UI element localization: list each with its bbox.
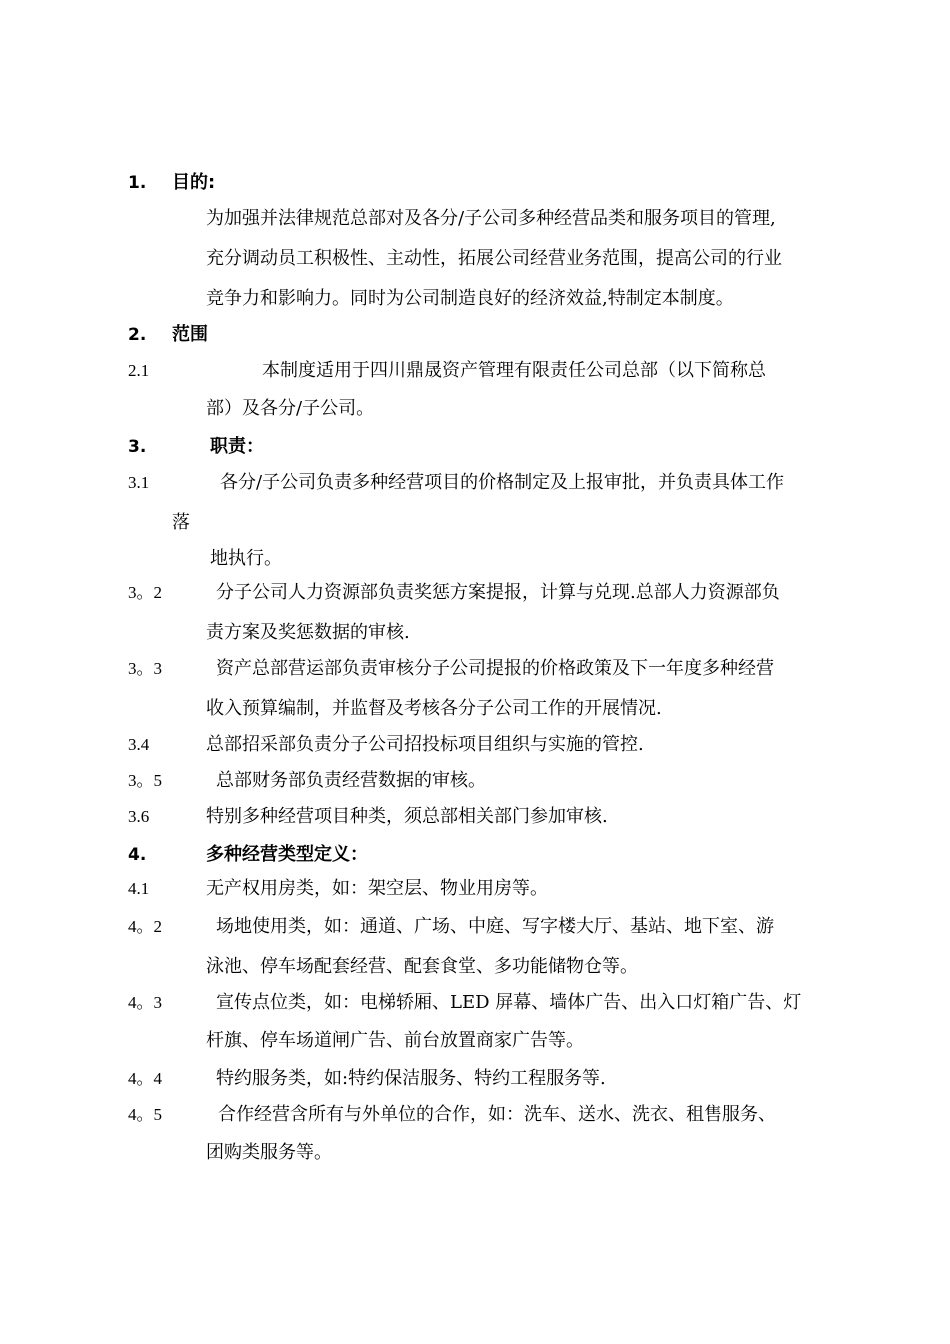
item-text: 团购类服务等。 — [206, 1142, 332, 1163]
section-1-number: 1. — [128, 173, 147, 193]
item-number: 4。5 — [128, 1105, 162, 1124]
section-1-line: 竞争力和影响力。同时为公司制造良好的经济效益,特制定本制度。 — [206, 288, 734, 309]
item-text: 特约服务类，如:特约保洁服务、特约工程服务等. — [216, 1068, 606, 1089]
item-number: 3.1 — [128, 473, 150, 492]
item-number: 3。2 — [128, 583, 162, 602]
item-number: 4。4 — [128, 1069, 162, 1088]
item-number: 3。3 — [128, 659, 162, 678]
section-4-title: 多种经营类型定义： — [206, 844, 368, 865]
section-3-number: 3. — [128, 437, 147, 457]
item-text: 部）及各分/子公司。 — [206, 398, 375, 419]
item-text: 责方案及奖惩数据的审核. — [206, 622, 410, 643]
item-number: 3.4 — [128, 735, 150, 754]
section-1-title: 目的: — [172, 172, 216, 193]
item-text: 无产权用房类，如：架空层、物业用房等。 — [206, 878, 548, 899]
item-text: 杆旗、停车场道闸广告、前台放置商家广告等。 — [206, 1030, 584, 1051]
item-text: 泳池、停车场配套经营、配套食堂、多功能储物仓等。 — [206, 956, 638, 977]
item-number: 3。5 — [128, 771, 162, 790]
section-3-title: 职责： — [210, 436, 264, 457]
item-text: 宣传点位类，如：电梯轿厢、LED 屏幕、墙体广告、出入口灯箱广告、灯 — [216, 992, 802, 1013]
item-text: 总部招采部负责分子公司招投标项目组织与实施的管控. — [206, 734, 644, 755]
item-text: 资产总部营运部负责审核分子公司提报的价格政策及下一年度多种经营 — [216, 658, 774, 679]
item-number: 4。2 — [128, 917, 162, 936]
item-text: 总部财务部负责经营数据的审核。 — [216, 770, 486, 791]
item-text: 场地使用类，如：通道、广场、中庭、写字楼大厅、基站、地下室、游 — [216, 916, 774, 937]
section-1-line: 充分调动员工积极性、主动性，拓展公司经营业务范围，提高公司的行业 — [206, 248, 782, 269]
item-text: 各分/子公司负责多种经营项目的价格制定及上报审批，并负责具体工作 — [220, 472, 785, 493]
section-1-line: 为加强并法律规范总部对及各分/子公司多种经营品类和服务项目的管理, — [206, 208, 776, 229]
item-number: 4。3 — [128, 993, 162, 1012]
item-number: 3.6 — [128, 807, 150, 826]
section-2-title: 范围 — [172, 324, 208, 345]
section-2-number: 2. — [128, 325, 147, 345]
item-text: 分子公司人力资源部负责奖惩方案提报，计算与兑现.总部人力资源部负 — [216, 582, 780, 603]
item-number: 2.1 — [128, 361, 150, 380]
section-4-number: 4. — [128, 845, 147, 865]
item-text: 地执行。 — [210, 548, 282, 569]
item-text: 合作经营含所有与外单位的合作，如：洗车、送水、洗衣、租售服务、 — [218, 1104, 776, 1125]
item-number: 4.1 — [128, 879, 150, 898]
item-text: 特别多种经营项目种类，须总部相关部门参加审核. — [206, 806, 608, 827]
item-text: 落 — [172, 512, 190, 533]
item-text: 收入预算编制，并监督及考核各分子公司工作的开展情况. — [206, 698, 662, 719]
item-text: 本制度适用于四川鼎晟资产管理有限责任公司总部（以下简称总 — [262, 360, 766, 381]
